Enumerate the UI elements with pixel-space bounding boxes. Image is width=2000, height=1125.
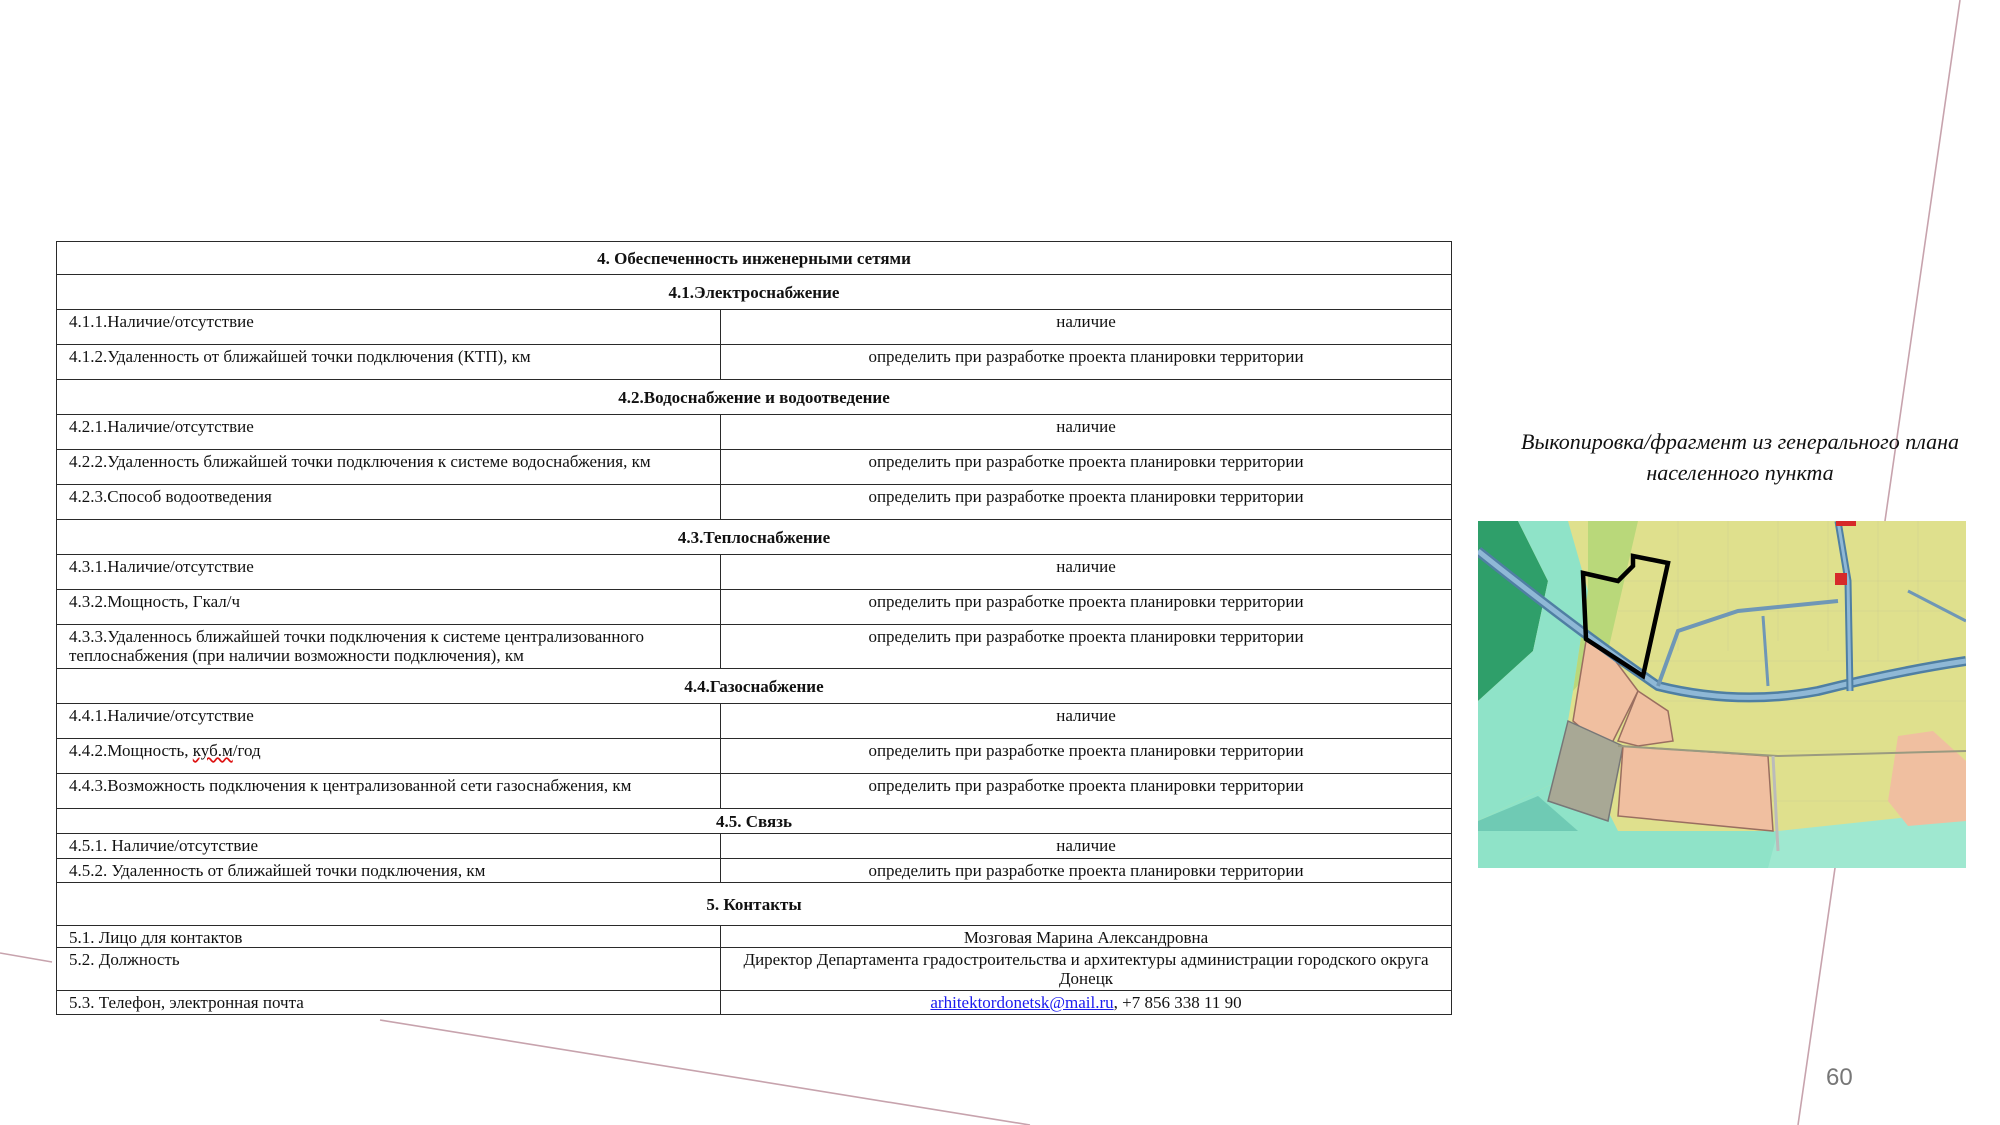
- section-heading: 4. Обеспеченность инженерными сетями: [57, 242, 1452, 275]
- section-heading: 4.1.Электроснабжение: [57, 275, 1452, 310]
- engineering-networks-table: [56, 241, 1452, 1015]
- table-row: [57, 310, 1452, 345]
- row-value: наличие: [721, 555, 1452, 590]
- contact-name: Мозговая Марина Александровна: [721, 926, 1452, 948]
- table-row: [57, 450, 1452, 485]
- row-label: 5.2. Должность: [57, 948, 721, 991]
- row-label: 4.2.3.Способ водоотведения: [57, 485, 721, 520]
- row-value: наличие: [721, 415, 1452, 450]
- row-label: 4.2.2.Удаленность ближайшей точки подключения к системе водоснабжения, км: [57, 450, 721, 485]
- row-label: 4.3.1.Наличие/отсутствие: [57, 555, 721, 590]
- row-label: 4.5.1. Наличие/отсутствие: [57, 834, 721, 859]
- table-row: [57, 859, 1452, 883]
- table-row: [57, 555, 1452, 590]
- row-value: определить при разработке проекта планировки территории: [721, 774, 1452, 809]
- section-heading: 4.5. Связь: [57, 809, 1452, 834]
- table-row: [57, 625, 1452, 669]
- row-label: 4.5.2. Удаленность от ближайшей точки подключения, км: [57, 859, 721, 883]
- map-caption: Выкопировка/фрагмент из генерального плана населенного пункта: [1521, 429, 1959, 485]
- row-value: определить при разработке проекта планировки территории: [721, 450, 1452, 485]
- contact-phone-email: [721, 991, 1452, 1015]
- table-row: [57, 704, 1452, 739]
- row-label: 5.3. Телефон, электронная почта: [57, 991, 721, 1015]
- row-value: определить при разработке проекта планировки территории: [721, 625, 1452, 669]
- table-row: [57, 590, 1452, 625]
- row-value: определить при разработке проекта планировки территории: [721, 590, 1452, 625]
- table-row: [57, 774, 1452, 809]
- row-label: 4.1.2.Удаленность от ближайшей точки подключения (КТП), км: [57, 345, 721, 380]
- table-row: [57, 345, 1452, 380]
- table-row: [57, 834, 1452, 859]
- row-label: 4.4.1.Наличие/отсутствие: [57, 704, 721, 739]
- page-number: 60: [1826, 1064, 1853, 1091]
- table-row: [57, 485, 1452, 520]
- section-heading: 5. Контакты: [57, 883, 1452, 926]
- section-heading: 4.3.Теплоснабжение: [57, 520, 1452, 555]
- row-value: определить при разработке проекта планировки территории: [721, 345, 1452, 380]
- section-heading: 4.4.Газоснабжение: [57, 669, 1452, 704]
- contact-position: Директор Департамента градостроительства и архитектуры администрации городского округа Донецк: [721, 948, 1452, 991]
- row-label: 5.1. Лицо для контактов: [57, 926, 721, 948]
- table-row: [57, 948, 1452, 991]
- row-value: наличие: [721, 704, 1452, 739]
- row-value: определить при разработке проекта планировки территории: [721, 739, 1452, 774]
- section-heading: 4.2.Водоснабжение и водоотведение: [57, 380, 1452, 415]
- row-value: наличие: [721, 834, 1452, 859]
- spellcheck-word: куб.м: [192, 741, 233, 760]
- master-plan-map: [1478, 521, 1966, 868]
- row-label: 4.4.2.Мощность, куб.м/год: [57, 739, 721, 774]
- table-row: [57, 926, 1452, 948]
- row-label: 4.3.3.Удаленнось ближайшей точки подключения к системе централизованного теплоснабжения (при наличии возможности подключения), км: [57, 625, 721, 669]
- row-value: определить при разработке проекта планировки территории: [721, 485, 1452, 520]
- row-label: 4.4.3.Возможность подключения к централизованной сети газоснабжения, км: [57, 774, 721, 809]
- table-row: [57, 991, 1452, 1015]
- row-label: 4.2.1.Наличие/отсутствие: [57, 415, 721, 450]
- email-link[interactable]: arhitektordonetsk@mail.ru: [930, 993, 1114, 1012]
- table-row: [57, 415, 1452, 450]
- row-label: 4.1.1.Наличие/отсутствие: [57, 310, 721, 345]
- row-value: определить при разработке проекта планировки территории: [721, 859, 1452, 883]
- row-label: 4.3.2.Мощность, Гкал/ч: [57, 590, 721, 625]
- phone-number: , +7 856 338 11 90: [1113, 993, 1242, 1012]
- row-value: наличие: [721, 310, 1452, 345]
- table-row: [57, 739, 1452, 774]
